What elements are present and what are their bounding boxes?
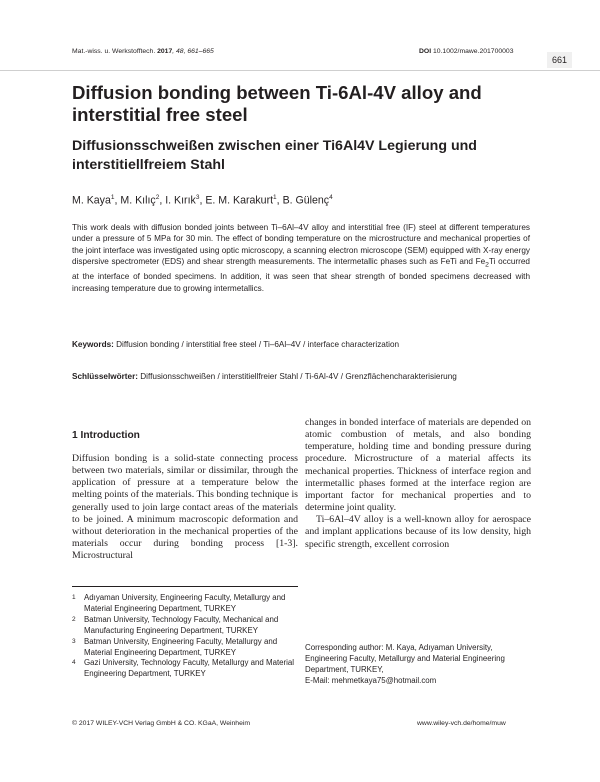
author: M. Kılıç: [120, 194, 156, 207]
corresponding-author: [305, 643, 531, 687]
doi-label: DOI: [419, 48, 432, 55]
schluesselwoerter-text: Diffusionsschweißen / interstitiellfreier Stahl / Ti-6Al-4V / Grenzflächencharakterisierung: [140, 372, 457, 381]
doi-header: [419, 48, 513, 55]
footnote-number: 2: [72, 615, 76, 623]
author-affiliation: 1: [110, 194, 115, 201]
intro-paragraph-1: Diffusion bonding is a solid-state connecting process between two materials, similar or dissimilar, through the application of pressure at a temperature below the melting points of the materials. This bonding technique is generally used to join large contact areas of the materials to be joined. A minimum macroscopic deformation and without deterioration in the mechanical properties of the materials occur during bonding process [1-3]. Microstructural: [72, 453, 298, 562]
schluesselwoerter: [72, 371, 530, 383]
author-affiliation: 3: [195, 194, 200, 201]
author-list: M. Kaya$^1$, M. Kılıç$^2$, I. Kırık$^3$, E. M. Karakurt$^1$, B. Gülenç$^4$: [72, 194, 333, 207]
author: M. Kaya: [72, 194, 111, 207]
footnote: [72, 593, 298, 615]
intro-paragraph-2: changes in bonded interface of materials are depended on atomic combustion of metals, and also bonding temperature, holding time and bonding pressure during procedure. Microstructure of a material affects its mechanical properties. Thickness of interface region and intermetallic phases formed at the interface region are important factor for mechanical properties and to determine joint quality.: [305, 417, 531, 514]
journal-name: Mat.-wiss. u. Werkstofftech.: [72, 48, 156, 55]
keywords-text: Diffusion bonding / interstitial free steel / Ti–6Al–4V / interface characterization: [116, 340, 400, 349]
footnote-divider: [72, 586, 298, 587]
journal-volume-pages: , 48, 661–665: [172, 48, 214, 55]
footnote: [72, 615, 298, 637]
author-affiliation: 1: [273, 194, 277, 201]
abstract-text-2: Ti occurred at the interface of bonded specimens. In addition, it was seen that shear strength of bonded specimens decreased with increasing temperature due to growing intermetallics.: [72, 257, 530, 293]
header-divider: [0, 70, 600, 71]
keywords-label: Keywords:: [72, 340, 114, 349]
journal-header: [72, 48, 214, 55]
footnote-text: Batman University, Engineering Faculty, Metallurgy and Material Engineering Department, TURKEY: [84, 636, 278, 657]
intro-column-2: [305, 417, 531, 551]
footnote-text: Gazi University, Technology Faculty, Metallurgy and Material Engineering Department, TURKEY: [84, 658, 295, 679]
doi-link[interactable]: 10.1002/mawe.201700003: [432, 48, 514, 55]
intro-paragraph-3: Ti–6Al–4V alloy is a well-known alloy for aerospace and implant applications because of its low density, high specific strength, excellent corrosion: [305, 514, 531, 550]
intro-column-1: [72, 453, 298, 562]
author: I. Kırık: [165, 194, 196, 207]
abstract: [72, 222, 530, 294]
abstract-text-1: This work deals with diffusion bonded joints between Ti–6Al–4V alloy and interstitial free (IF) steel at different temperatures under a pressure of 5 MPa for 30 min. The effect of bonding temperature on the microstructure and mechanical properties of the joint interface was investigated using optic microscopy, a scanning electron microscope (SEM) equipped with X-ray energy dispersive spectrometer (EDS) and shear strength measurements. The intermetallic phases such as FeTi and Fe: [72, 223, 530, 267]
publisher-url[interactable]: www.wiley-vch.de/home/muw: [417, 720, 506, 727]
footnote: [72, 658, 298, 680]
footnote-number: 3: [72, 637, 76, 645]
footnote-number: 1: [72, 594, 76, 601]
corresponding-author-email[interactable]: E-Mail: mehmetkaya75@hotmail.com: [305, 675, 437, 685]
paper-subtitle: Diffusionsschweißen zwischen einer Ti6Al4V Legierung und interstitiellfreiem Stahl: [72, 138, 477, 173]
paper-title: Diffusion bonding between Ti-6Al-4V alloy and interstitial free steel: [72, 82, 482, 125]
author-affiliation: 4: [329, 194, 333, 201]
schluesselwoerter-label: Schlüsselwörter:: [72, 372, 138, 381]
footnote: [72, 637, 298, 659]
affiliation-footnotes: [72, 593, 298, 680]
footnote-text: Batman University, Technology Faculty, Mechanical and Manufacturing Engineering Department, TURKEY: [84, 614, 279, 635]
author: B. Gülenç: [282, 194, 330, 207]
author-affiliation: 2: [155, 194, 160, 201]
abstract-subscript: 2: [485, 262, 489, 269]
journal-year: 2017: [157, 48, 173, 55]
corresponding-author-text: Corresponding author: M. Kaya, Adıyaman University, Engineering Faculty, Metallurgy and Material Engineering Department, TURKEY,: [305, 643, 505, 674]
page-number: 661: [547, 52, 572, 68]
author: E. M. Karakurt: [205, 194, 274, 207]
footnote-number: 4: [72, 659, 76, 667]
section-heading-introduction: 1 Introduction: [72, 430, 140, 441]
keywords: [72, 339, 530, 351]
copyright-footer: © 2017 WILEY-VCH Verlag GmbH & CO. KGaA, Weinheim: [72, 720, 251, 727]
footnote-text: Adıyaman University, Engineering Faculty, Metallurgy and Material Engineering Department, TURKEY: [84, 593, 286, 613]
